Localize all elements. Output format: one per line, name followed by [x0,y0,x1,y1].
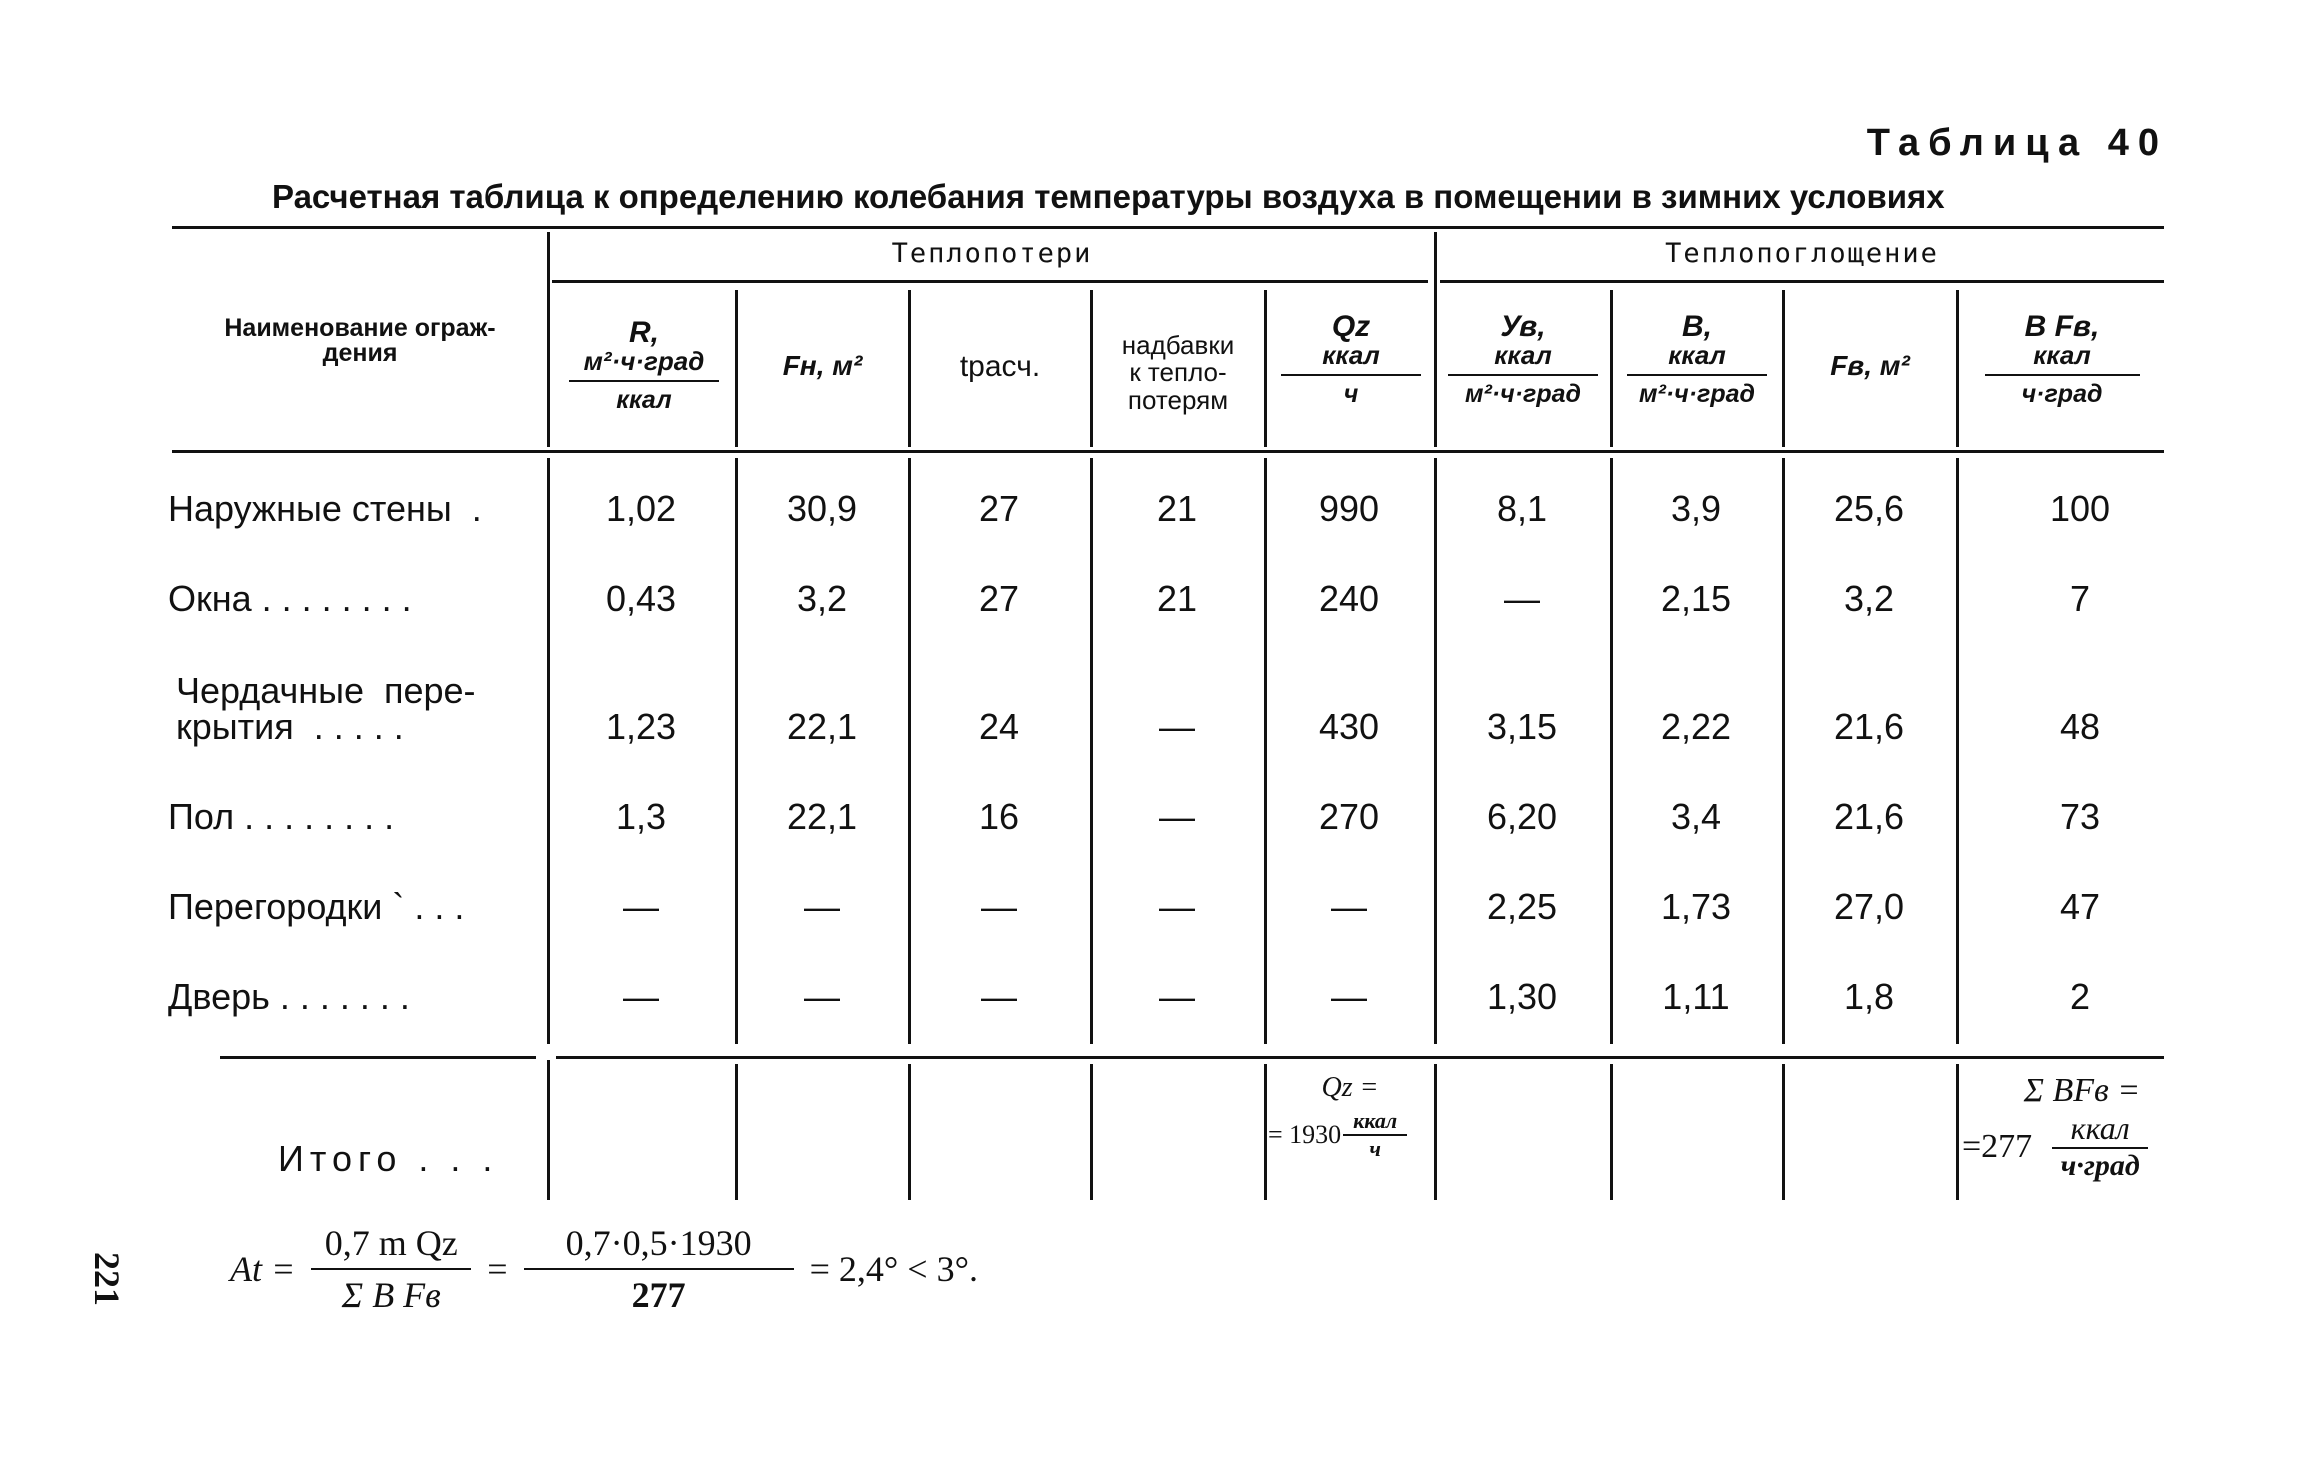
cell-fn: — [804,886,840,927]
cell-fn: — [804,976,840,1017]
total-rule-left [220,1056,536,1059]
header-qz-fraction-line [1281,374,1421,376]
formula [230,1222,978,1316]
cell-nadbavki: — [1159,886,1195,927]
header-name-line2: дения [322,339,398,367]
cell-qz: 990 [1318,488,1380,529]
header-vline [1090,290,1093,447]
header-bfv-label: В Fв, [2024,310,2100,343]
table-title: Расчетная таблица к определению колебания температуры воздуха в помещении в зимних условиях [272,178,1945,215]
formula-fraction-2 [524,1222,794,1316]
header-b-numerator: ккал [1668,340,1726,370]
header-nadbavki-line1: надбавки [1121,330,1235,360]
header-r-fraction-line [569,380,719,382]
formula-equals: = [487,1249,508,1289]
header-vline [1264,290,1267,447]
total-bf-line1: Σ BFв = [2023,1072,2141,1109]
total-vline [1610,1064,1613,1200]
total-qz-value: = 1930 [1268,1120,1342,1149]
formula-line-2 [524,1268,794,1270]
header-vline [908,290,911,447]
page-number: 221 [87,1252,127,1306]
body-vline [1264,458,1267,1044]
header-bottom-rule [172,450,2164,453]
header-b-denominator: м²·ч·град [1638,380,1755,408]
header-vline [1610,290,1613,447]
header-qz-numerator: ккал [1322,340,1380,370]
cell-fn: 3,2 [796,578,848,619]
formula-num-1: 0,7 m Qz [324,1223,458,1263]
body-vline [1610,458,1613,1044]
formula-lhs: At = [230,1249,296,1289]
row-name-walls: Наружные стены . [168,488,482,529]
cell-fn: 22,1 [786,796,858,837]
cell-yv: 6,20 [1486,796,1558,837]
cell-t: 27 [978,488,1020,529]
header-bfv-denominator: ч·град [2021,380,2103,408]
row-name-windows: Окна . . . . . . . . [168,578,412,619]
total-qz-unit-num: ккал [1353,1108,1398,1133]
cell-b: 3,4 [1670,796,1722,837]
total-vline [1782,1064,1785,1200]
header-b-fraction-line [1627,374,1767,376]
cell-nadbavki: — [1159,976,1195,1017]
header-bfv [1962,312,2162,407]
group-heat-absorption: Теплопоглощение [1665,238,1939,269]
header-vline [1434,232,1437,447]
total-rule-right [556,1056,2164,1059]
row-name-door: Дверь . . . . . . . [168,976,410,1017]
header-yv-label: Ув, [1500,310,1546,343]
header-t: tрасч. [959,350,1041,383]
header-name-column [180,316,540,366]
formula-fraction-1 [311,1222,471,1316]
cell-t: — [981,886,1017,927]
cell-t: — [981,976,1017,1017]
cell-b: 1,11 [1662,976,1730,1017]
group-rule-left [552,280,1428,283]
body-vline [908,458,911,1044]
header-fv: Fв, м² [1830,350,1910,381]
cell-nadbavki: — [1159,796,1195,837]
cell-fv: 21,6 [1833,796,1905,837]
cell-yv: — [1504,578,1540,619]
cell-nadbavki: 21 [1156,578,1198,619]
body-vline [547,458,550,1044]
cell-fv: 3,2 [1843,578,1895,619]
total-label: Итого . . . [278,1138,499,1179]
total-vline [1090,1064,1093,1200]
body-vline [1434,458,1437,1044]
cell-r: 0,43 [605,578,677,619]
cell-b: 2,22 [1660,706,1732,747]
header-yv-denominator: м²·ч·град [1464,380,1581,408]
total-qz-unit-den: ч [1369,1136,1381,1161]
total-bf-line2 [1962,1110,2202,1183]
total-bf-unit-den: ч·град [2060,1149,2140,1182]
total-bf-value: =277 [1962,1127,2033,1165]
cell-t: 16 [978,796,1020,837]
header-nadbavki [1094,332,1262,414]
total-vline [1264,1064,1267,1200]
cell-yv: 1,30 [1486,976,1558,1017]
cell-t: 24 [978,706,1020,747]
header-yv [1438,312,1608,407]
cell-qz: 240 [1318,578,1380,619]
cell-fv: 1,8 [1843,976,1895,1017]
header-qz-label: Qz [1331,310,1371,343]
row-name-attic-line2: крытия . . . . . [176,706,404,747]
cell-r: — [623,976,659,1017]
total-qz-unit [1343,1108,1407,1162]
cell-bfv: 2 [2069,976,2091,1017]
total-qz [1268,1072,1432,1162]
header-vline [547,232,550,447]
cell-bfv: 48 [2059,706,2101,747]
formula-den-2: 277 [631,1275,686,1315]
row-name-floor: Пол . . . . . . . . [168,796,395,837]
formula-line-1 [311,1268,471,1270]
cell-qz: 270 [1318,796,1380,837]
body-vline [735,458,738,1044]
cell-yv: 8,1 [1496,488,1548,529]
cell-yv: 3,15 [1486,706,1558,747]
cell-b: 1,73 [1660,886,1732,927]
header-b [1614,312,1780,407]
header-nadbavki-line2: к тепло- [1129,357,1227,388]
header-bfv-fraction-line [1985,374,2140,376]
header-nadbavki-line3: потерям [1127,384,1229,415]
formula-result: = 2,4° < 3°. [809,1249,979,1289]
top-rule [172,226,2164,229]
cell-r: — [623,886,659,927]
cell-qz: 430 [1318,706,1380,747]
cell-nadbavki: — [1159,706,1195,747]
cell-bfv: 100 [2049,488,2111,529]
cell-fv: 27,0 [1833,886,1905,927]
cell-r: 1,23 [605,706,677,747]
cell-b: 3,9 [1670,488,1722,529]
header-b-label: В, [1682,310,1712,343]
cell-b: 2,15 [1660,578,1732,619]
cell-qz: — [1331,976,1367,1017]
cell-t: 27 [978,578,1020,619]
cell-yv: 2,25 [1486,886,1558,927]
formula-den-1: Σ B Fв [341,1275,441,1315]
group-rule-right [1440,280,2164,283]
total-bf-unit [2052,1110,2148,1183]
body-vline [1782,458,1785,1044]
header-name-line1: Наименование ограж- [224,314,496,342]
header-fn: Fн, м² [782,350,863,381]
cell-r: 1,02 [605,488,677,529]
cell-nadbavki: 21 [1156,488,1198,529]
total-bf [1962,1072,2202,1183]
total-vline [1434,1064,1437,1200]
total-bf-unit-num: ккал [2070,1110,2130,1146]
total-qz-line2 [1268,1108,1432,1162]
total-vline [1956,1064,1959,1200]
group-heat-loss: Теплопотери [891,238,1093,269]
cell-fn: 30,9 [786,488,858,529]
body-vline [1956,458,1959,1044]
row-name-attic: Чердачные пере- [176,670,476,711]
cell-r: 1,3 [615,796,667,837]
total-vline [908,1064,911,1200]
total-vline [547,1060,550,1200]
cell-fn: 22,1 [786,706,858,747]
total-vline [735,1064,738,1200]
header-qz [1270,312,1432,407]
cell-qz: — [1331,886,1367,927]
row-name-partitions: Перегородки ` . . . [168,886,465,927]
header-qz-denominator: ч [1343,380,1359,408]
header-r [560,318,728,413]
header-vline [1782,290,1785,447]
table-label: Таблица 40 [1866,122,2168,164]
cell-bfv: 47 [2059,886,2101,927]
cell-fv: 21,6 [1833,706,1905,747]
total-qz-line1: Qz = [1321,1072,1379,1103]
header-r-numerator: м²·ч·град [583,346,705,376]
cell-fv: 25,6 [1833,488,1905,529]
header-r-denominator: ккал [616,386,672,414]
formula-num-2: 0,7·0,5·1930 [565,1223,752,1263]
header-yv-fraction-line [1448,374,1598,376]
header-yv-numerator: ккал [1494,340,1552,370]
cell-bfv: 73 [2059,796,2101,837]
body-vline [1090,458,1093,1044]
header-r-label: R, [629,316,659,349]
cell-bfv: 7 [2069,578,2091,619]
header-bfv-numerator: ккал [2033,340,2091,370]
header-vline [1956,290,1959,447]
header-vline [735,290,738,447]
